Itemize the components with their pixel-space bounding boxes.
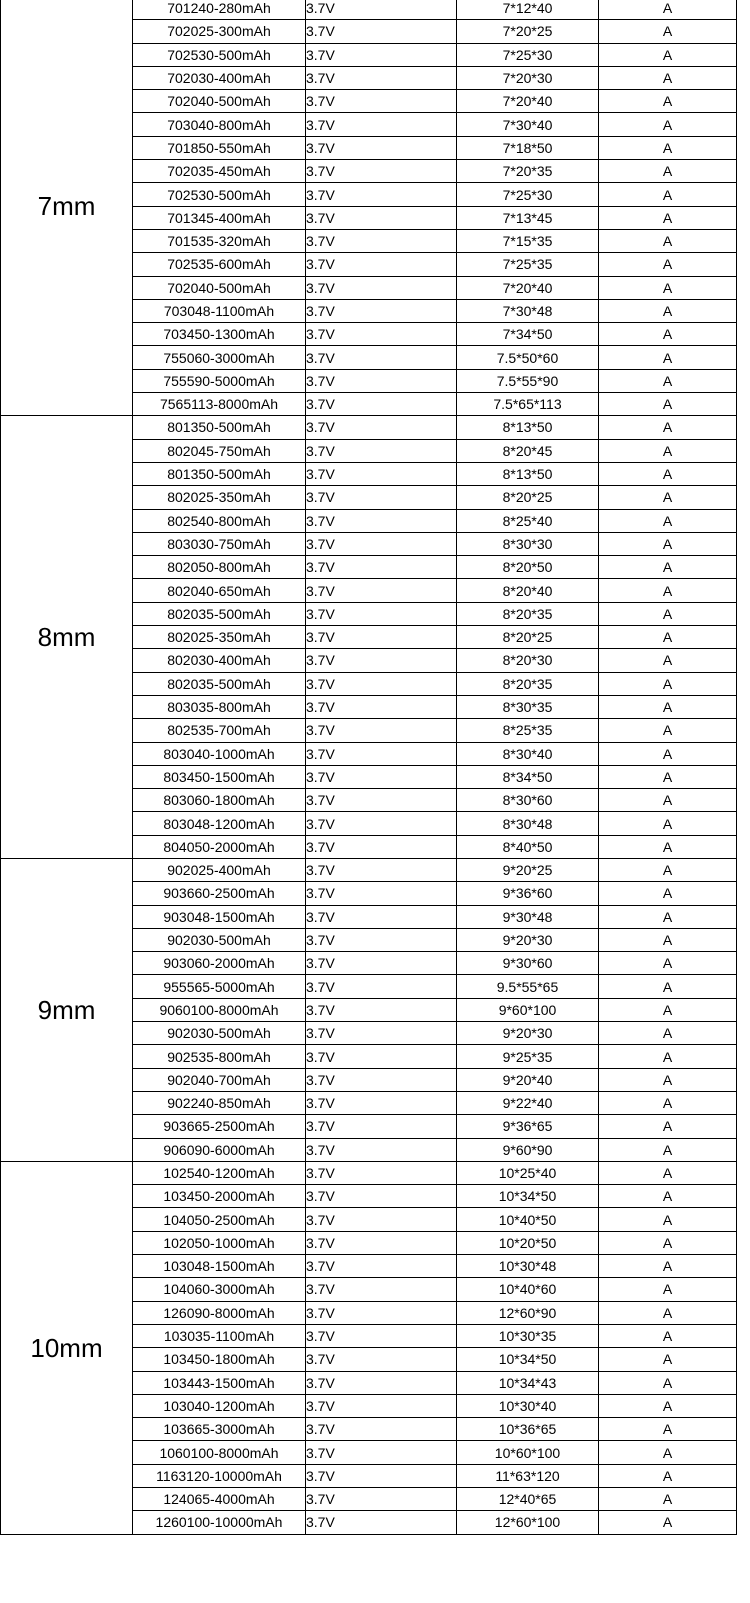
voltage-cell: 3.7V [306, 556, 457, 579]
model-cell: 802025-350mAh [133, 626, 306, 649]
model-cell: 755590-5000mAh [133, 369, 306, 392]
voltage-cell: 3.7V [306, 43, 457, 66]
dimensions-cell: 9*36*60 [457, 882, 599, 905]
model-cell: 804050-2000mAh [133, 835, 306, 858]
grade-cell: A [599, 43, 737, 66]
dimensions-cell: 8*30*30 [457, 532, 599, 555]
grade-cell: A [599, 486, 737, 509]
dimensions-cell: 10*36*65 [457, 1418, 599, 1441]
voltage-cell: 3.7V [306, 253, 457, 276]
voltage-cell: 3.7V [306, 649, 457, 672]
grade-cell: A [599, 393, 737, 416]
voltage-cell: 3.7V [306, 183, 457, 206]
dimensions-cell: 8*20*45 [457, 439, 599, 462]
dimensions-cell: 9*20*30 [457, 928, 599, 951]
model-cell: 801350-500mAh [133, 462, 306, 485]
voltage-cell: 3.7V [306, 905, 457, 928]
dimensions-cell: 8*13*50 [457, 462, 599, 485]
dimensions-cell: 9*25*35 [457, 1045, 599, 1068]
grade-cell: A [599, 369, 737, 392]
dimensions-cell: 10*20*50 [457, 1231, 599, 1254]
dimensions-cell: 8*25*35 [457, 719, 599, 742]
dimensions-cell: 8*20*35 [457, 672, 599, 695]
grade-cell: A [599, 160, 737, 183]
model-cell: 902030-500mAh [133, 1022, 306, 1045]
model-cell: 802035-500mAh [133, 602, 306, 625]
grade-cell: A [599, 672, 737, 695]
voltage-cell: 3.7V [306, 532, 457, 555]
voltage-cell: 3.7V [306, 113, 457, 136]
voltage-cell: 3.7V [306, 882, 457, 905]
voltage-cell: 3.7V [306, 975, 457, 998]
model-cell: 802540-800mAh [133, 509, 306, 532]
dimensions-cell: 12*40*65 [457, 1488, 599, 1511]
grade-cell: A [599, 812, 737, 835]
grade-cell: A [599, 1371, 737, 1394]
voltage-cell: 3.7V [306, 346, 457, 369]
grade-cell: A [599, 1488, 737, 1511]
thickness-group-label: 10mm [1, 1161, 133, 1534]
model-cell: 103040-1200mAh [133, 1394, 306, 1417]
voltage-cell: 3.7V [306, 719, 457, 742]
dimensions-cell: 10*34*50 [457, 1185, 599, 1208]
model-cell: 1060100-8000mAh [133, 1441, 306, 1464]
voltage-cell: 3.7V [306, 928, 457, 951]
dimensions-cell: 10*34*50 [457, 1348, 599, 1371]
voltage-cell: 3.7V [306, 1115, 457, 1138]
voltage-cell: 3.7V [306, 1441, 457, 1464]
grade-cell: A [599, 462, 737, 485]
grade-cell: A [599, 649, 737, 672]
voltage-cell: 3.7V [306, 1418, 457, 1441]
voltage-cell: 3.7V [306, 66, 457, 89]
dimensions-cell: 7*30*40 [457, 113, 599, 136]
grade-cell: A [599, 346, 737, 369]
voltage-cell: 3.7V [306, 835, 457, 858]
model-cell: 802050-800mAh [133, 556, 306, 579]
grade-cell: A [599, 509, 737, 532]
dimensions-cell: 9*30*60 [457, 952, 599, 975]
grade-cell: A [599, 1301, 737, 1324]
voltage-cell: 3.7V [306, 439, 457, 462]
dimensions-cell: 7*20*25 [457, 20, 599, 43]
model-cell: 802535-700mAh [133, 719, 306, 742]
model-cell: 803450-1500mAh [133, 765, 306, 788]
table-row [1, 858, 737, 881]
grade-cell: A [599, 742, 737, 765]
grade-cell: A [599, 858, 737, 881]
voltage-cell: 3.7V [306, 1324, 457, 1347]
dimensions-cell: 9*60*90 [457, 1138, 599, 1161]
grade-cell: A [599, 1022, 737, 1045]
model-cell: 702040-500mAh [133, 90, 306, 113]
table-row [1, 1161, 737, 1184]
voltage-cell: 3.7V [306, 602, 457, 625]
dimensions-cell: 7*20*30 [457, 66, 599, 89]
dimensions-cell: 8*30*35 [457, 695, 599, 718]
dimensions-cell: 7.5*65*113 [457, 393, 599, 416]
model-cell: 703048-1100mAh [133, 299, 306, 322]
grade-cell: A [599, 928, 737, 951]
dimensions-cell: 8*20*25 [457, 626, 599, 649]
model-cell: 103443-1500mAh [133, 1371, 306, 1394]
voltage-cell: 3.7V [306, 1068, 457, 1091]
grade-cell: A [599, 789, 737, 812]
voltage-cell: 3.7V [306, 1231, 457, 1254]
model-cell: 902030-500mAh [133, 928, 306, 951]
model-cell: 902240-850mAh [133, 1091, 306, 1114]
grade-cell: A [599, 835, 737, 858]
thickness-group-label: 9mm [1, 858, 133, 1161]
dimensions-cell: 8*30*48 [457, 812, 599, 835]
grade-cell: A [599, 20, 737, 43]
voltage-cell: 3.7V [306, 1301, 457, 1324]
voltage-cell: 3.7V [306, 20, 457, 43]
grade-cell: A [599, 1138, 737, 1161]
voltage-cell: 3.7V [306, 509, 457, 532]
dimensions-cell: 8*34*50 [457, 765, 599, 788]
dimensions-cell: 9*20*30 [457, 1022, 599, 1045]
grade-cell: A [599, 602, 737, 625]
dimensions-cell: 9.5*55*65 [457, 975, 599, 998]
grade-cell: A [599, 1091, 737, 1114]
dimensions-cell: 7*25*35 [457, 253, 599, 276]
dimensions-cell: 7*18*50 [457, 136, 599, 159]
grade-cell: A [599, 1511, 737, 1534]
grade-cell: A [599, 1045, 737, 1068]
voltage-cell: 3.7V [306, 1348, 457, 1371]
grade-cell: A [599, 998, 737, 1021]
model-cell: 903048-1500mAh [133, 905, 306, 928]
dimensions-cell: 10*30*35 [457, 1324, 599, 1347]
grade-cell: A [599, 113, 737, 136]
voltage-cell: 3.7V [306, 1208, 457, 1231]
dimensions-cell: 7.5*55*90 [457, 369, 599, 392]
model-cell: 1260100-10000mAh [133, 1511, 306, 1534]
model-cell: 1163120-10000mAh [133, 1464, 306, 1487]
voltage-cell: 3.7V [306, 323, 457, 346]
model-cell: 9060100-8000mAh [133, 998, 306, 1021]
grade-cell: A [599, 183, 737, 206]
dimensions-cell: 12*60*90 [457, 1301, 599, 1324]
voltage-cell: 3.7V [306, 369, 457, 392]
dimensions-cell: 7*20*35 [457, 160, 599, 183]
voltage-cell: 3.7V [306, 1488, 457, 1511]
voltage-cell: 3.7V [306, 672, 457, 695]
model-cell: 801350-500mAh [133, 416, 306, 439]
model-cell: 903660-2500mAh [133, 882, 306, 905]
grade-cell: A [599, 532, 737, 555]
model-cell: 702530-500mAh [133, 43, 306, 66]
dimensions-cell: 9*20*25 [457, 858, 599, 881]
voltage-cell: 3.7V [306, 1511, 457, 1534]
model-cell: 126090-8000mAh [133, 1301, 306, 1324]
voltage-cell: 3.7V [306, 1255, 457, 1278]
grade-cell: A [599, 765, 737, 788]
model-cell: 803060-1800mAh [133, 789, 306, 812]
model-cell: 802040-650mAh [133, 579, 306, 602]
grade-cell: A [599, 905, 737, 928]
dimensions-cell: 10*30*48 [457, 1255, 599, 1278]
voltage-cell: 3.7V [306, 206, 457, 229]
dimensions-cell: 8*20*50 [457, 556, 599, 579]
grade-cell: A [599, 1161, 737, 1184]
voltage-cell: 3.7V [306, 160, 457, 183]
thickness-group-label: 8mm [1, 416, 133, 859]
model-cell: 702040-500mAh [133, 276, 306, 299]
model-cell: 103035-1100mAh [133, 1324, 306, 1347]
grade-cell: A [599, 1115, 737, 1138]
model-cell: 104050-2500mAh [133, 1208, 306, 1231]
dimensions-cell: 12*60*100 [457, 1511, 599, 1534]
model-cell: 802025-350mAh [133, 486, 306, 509]
model-cell: 802030-400mAh [133, 649, 306, 672]
grade-cell: A [599, 556, 737, 579]
voltage-cell: 3.7V [306, 462, 457, 485]
voltage-cell: 3.7V [306, 1138, 457, 1161]
grade-cell: A [599, 1418, 737, 1441]
model-cell: 102540-1200mAh [133, 1161, 306, 1184]
model-cell: 803040-1000mAh [133, 742, 306, 765]
model-cell: 702030-400mAh [133, 66, 306, 89]
model-cell: 803048-1200mAh [133, 812, 306, 835]
voltage-cell: 3.7V [306, 1371, 457, 1394]
voltage-cell: 3.7V [306, 789, 457, 812]
grade-cell: A [599, 1348, 737, 1371]
model-cell: 902535-800mAh [133, 1045, 306, 1068]
voltage-cell: 3.7V [306, 626, 457, 649]
model-cell: 701535-320mAh [133, 229, 306, 252]
model-cell: 103048-1500mAh [133, 1255, 306, 1278]
dimensions-cell: 7*25*30 [457, 183, 599, 206]
grade-cell: A [599, 136, 737, 159]
dimensions-cell: 9*20*40 [457, 1068, 599, 1091]
dimensions-cell: 8*25*40 [457, 509, 599, 532]
dimensions-cell: 9*30*48 [457, 905, 599, 928]
voltage-cell: 3.7V [306, 695, 457, 718]
model-cell: 803030-750mAh [133, 532, 306, 555]
model-cell: 702035-450mAh [133, 160, 306, 183]
dimensions-cell: 7.5*50*60 [457, 346, 599, 369]
dimensions-cell: 10*34*43 [457, 1371, 599, 1394]
dimensions-cell: 8*20*35 [457, 602, 599, 625]
grade-cell: A [599, 439, 737, 462]
thickness-group-label: 7mm [1, 0, 133, 416]
grade-cell: A [599, 416, 737, 439]
voltage-cell: 3.7V [306, 416, 457, 439]
grade-cell: A [599, 719, 737, 742]
grade-cell: A [599, 1278, 737, 1301]
dimensions-cell: 10*25*40 [457, 1161, 599, 1184]
voltage-cell: 3.7V [306, 858, 457, 881]
grade-cell: A [599, 1231, 737, 1254]
dimensions-cell: 8*13*50 [457, 416, 599, 439]
table-row [1, 416, 737, 439]
dimensions-cell: 8*20*40 [457, 579, 599, 602]
voltage-cell: 3.7V [306, 998, 457, 1021]
voltage-cell: 3.7V [306, 229, 457, 252]
dimensions-cell: 7*25*30 [457, 43, 599, 66]
model-cell: 103450-1800mAh [133, 1348, 306, 1371]
voltage-cell: 3.7V [306, 579, 457, 602]
grade-cell: A [599, 90, 737, 113]
model-cell: 803035-800mAh [133, 695, 306, 718]
grade-cell: A [599, 299, 737, 322]
model-cell: 903060-2000mAh [133, 952, 306, 975]
model-cell: 702025-300mAh [133, 20, 306, 43]
model-cell: 703450-1300mAh [133, 323, 306, 346]
grade-cell: A [599, 253, 737, 276]
grade-cell: A [599, 323, 737, 346]
model-cell: 104060-3000mAh [133, 1278, 306, 1301]
grade-cell: A [599, 1255, 737, 1278]
dimensions-cell: 9*22*40 [457, 1091, 599, 1114]
voltage-cell: 3.7V [306, 1045, 457, 1068]
model-cell: 103450-2000mAh [133, 1185, 306, 1208]
model-cell: 755060-3000mAh [133, 346, 306, 369]
model-cell: 124065-4000mAh [133, 1488, 306, 1511]
dimensions-cell: 8*40*50 [457, 835, 599, 858]
dimensions-cell: 7*34*50 [457, 323, 599, 346]
model-cell: 703040-800mAh [133, 113, 306, 136]
grade-cell: A [599, 975, 737, 998]
voltage-cell: 3.7V [306, 1022, 457, 1045]
model-cell: 902025-400mAh [133, 858, 306, 881]
grade-cell: A [599, 579, 737, 602]
grade-cell: A [599, 1464, 737, 1487]
grade-cell: A [599, 626, 737, 649]
dimensions-cell: 10*40*60 [457, 1278, 599, 1301]
dimensions-cell: 7*20*40 [457, 276, 599, 299]
dimensions-cell: 10*40*50 [457, 1208, 599, 1231]
model-cell: 903665-2500mAh [133, 1115, 306, 1138]
voltage-cell: 3.7V [306, 299, 457, 322]
model-cell: 906090-6000mAh [133, 1138, 306, 1161]
model-cell: 702535-600mAh [133, 253, 306, 276]
voltage-cell: 3.7V [306, 742, 457, 765]
model-cell: 902040-700mAh [133, 1068, 306, 1091]
model-cell: 701240-280mAh [133, 0, 306, 20]
model-cell: 103665-3000mAh [133, 1418, 306, 1441]
voltage-cell: 3.7V [306, 1161, 457, 1184]
dimensions-cell: 7*15*35 [457, 229, 599, 252]
grade-cell: A [599, 276, 737, 299]
dimensions-cell: 8*30*60 [457, 789, 599, 812]
grade-cell: A [599, 0, 737, 20]
dimensions-cell: 10*30*40 [457, 1394, 599, 1417]
model-cell: 802045-750mAh [133, 439, 306, 462]
model-cell: 701345-400mAh [133, 206, 306, 229]
grade-cell: A [599, 1185, 737, 1208]
grade-cell: A [599, 229, 737, 252]
voltage-cell: 3.7V [306, 136, 457, 159]
grade-cell: A [599, 66, 737, 89]
grade-cell: A [599, 1208, 737, 1231]
voltage-cell: 3.7V [306, 952, 457, 975]
dimensions-cell: 7*30*48 [457, 299, 599, 322]
model-cell: 702530-500mAh [133, 183, 306, 206]
grade-cell: A [599, 882, 737, 905]
grade-cell: A [599, 695, 737, 718]
voltage-cell: 3.7V [306, 0, 457, 20]
model-cell: 701850-550mAh [133, 136, 306, 159]
dimensions-cell: 8*20*25 [457, 486, 599, 509]
voltage-cell: 3.7V [306, 393, 457, 416]
grade-cell: A [599, 952, 737, 975]
voltage-cell: 3.7V [306, 1091, 457, 1114]
grade-cell: A [599, 1324, 737, 1347]
voltage-cell: 3.7V [306, 90, 457, 113]
dimensions-cell: 7*20*40 [457, 90, 599, 113]
voltage-cell: 3.7V [306, 1185, 457, 1208]
voltage-cell: 3.7V [306, 765, 457, 788]
model-cell: 7565113-8000mAh [133, 393, 306, 416]
voltage-cell: 3.7V [306, 1464, 457, 1487]
dimensions-cell: 7*12*40 [457, 0, 599, 20]
grade-cell: A [599, 1068, 737, 1091]
grade-cell: A [599, 206, 737, 229]
dimensions-cell: 7*13*45 [457, 206, 599, 229]
spec-table-body [1, 0, 737, 1534]
model-cell: 102050-1000mAh [133, 1231, 306, 1254]
voltage-cell: 3.7V [306, 486, 457, 509]
grade-cell: A [599, 1394, 737, 1417]
dimensions-cell: 9*36*65 [457, 1115, 599, 1138]
voltage-cell: 3.7V [306, 1394, 457, 1417]
dimensions-cell: 9*60*100 [457, 998, 599, 1021]
model-cell: 802035-500mAh [133, 672, 306, 695]
model-cell: 955565-5000mAh [133, 975, 306, 998]
voltage-cell: 3.7V [306, 812, 457, 835]
table-row [1, 0, 737, 20]
dimensions-cell: 8*20*30 [457, 649, 599, 672]
voltage-cell: 3.7V [306, 276, 457, 299]
dimensions-cell: 11*63*120 [457, 1464, 599, 1487]
grade-cell: A [599, 1441, 737, 1464]
dimensions-cell: 10*60*100 [457, 1441, 599, 1464]
voltage-cell: 3.7V [306, 1278, 457, 1301]
dimensions-cell: 8*30*40 [457, 742, 599, 765]
